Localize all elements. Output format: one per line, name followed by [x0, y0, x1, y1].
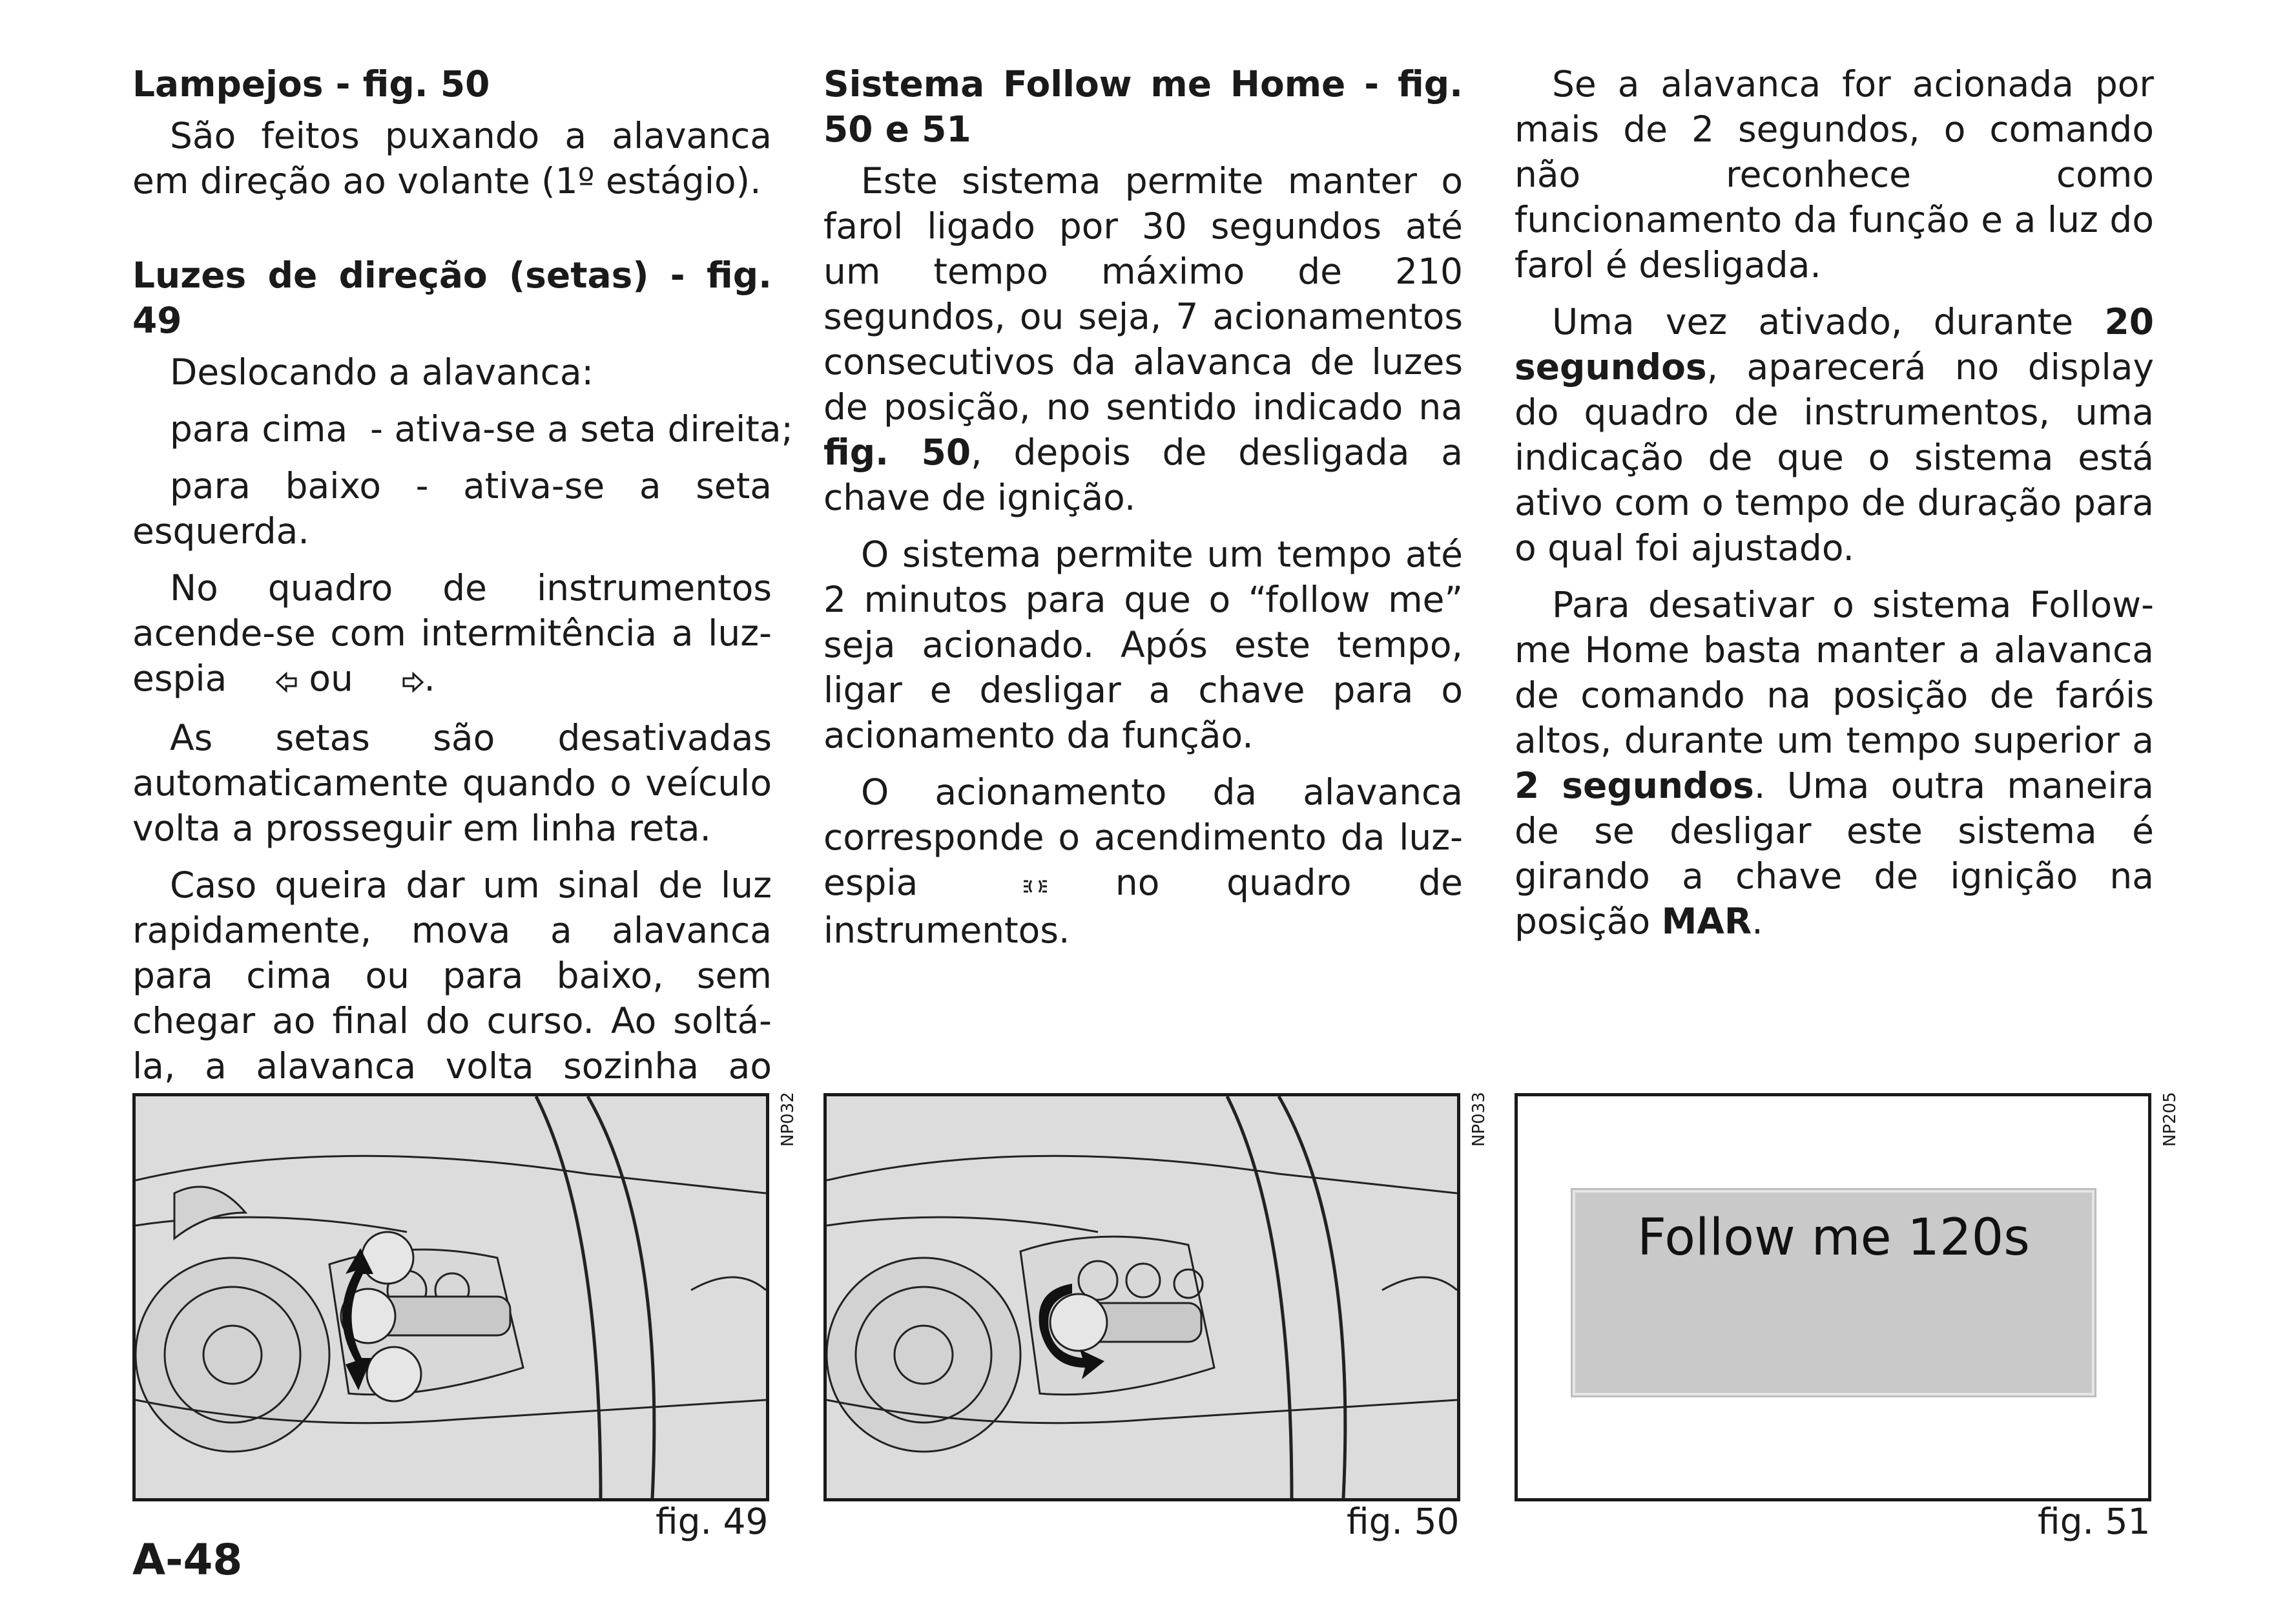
- steering-lever-illustration: [136, 1096, 766, 1498]
- este-text-bold: fig. 50: [823, 432, 971, 473]
- uma-text-a: Uma vez ativado, durante: [1552, 301, 2074, 342]
- turn-right-icon: [364, 658, 424, 704]
- figure-49-caption: fig. 49: [656, 1501, 769, 1542]
- para-text-c: . Uma outra maneira de se desligar este sistema é girando a chave de ignição na posição: [1515, 765, 2155, 942]
- steering-lever-rotation-illustration: [827, 1096, 1457, 1498]
- acion-text-a: O acionamento da alavanca corresponde o acendimento da luz-espia: [823, 771, 1463, 903]
- paragraph-lampejos: São feitos puxando a alavanca em direção ao volante (1º estágio).: [132, 115, 772, 202]
- page-number: A-48: [132, 1535, 243, 1585]
- figure-51-caption: fig. 51: [2038, 1501, 2151, 1542]
- para-text-a: Para desativar o sistema Follow-me Home basta manter a alavanca de comando na posição de faróis altos, durante um tempo superior a: [1515, 584, 2154, 761]
- paragraph-para-desativar: [1515, 582, 2154, 944]
- uma-text-bold: 20 segundos: [1515, 301, 2155, 388]
- display-text: Follow me 120s: [1637, 1209, 2030, 1267]
- paragraph-caso: Caso queira dar um sinal de luz rapidamente, mova a alavanca para cima ou para baixo, sem chegar ao final do curso. Ao soltá-la, a alavanca volta sozinha ao: [132, 864, 772, 1087]
- paragraph-quadro: [132, 565, 772, 704]
- para-text-bold-2: MAR: [1661, 901, 1752, 942]
- heading-follow-me-home: Sistema Follow me Home - fig. 50 e 51: [823, 63, 1463, 150]
- turn-left-icon: [238, 658, 298, 704]
- figure-50-caption: fig. 50: [1347, 1501, 1460, 1542]
- para-text-e: .: [1752, 901, 1763, 942]
- figure-50-illustration: [823, 1093, 1460, 1501]
- paragraph-deslocando: Deslocando a alavanca:: [170, 351, 594, 393]
- instrument-display: [1573, 1190, 2094, 1395]
- paragraph-setas: As setas são desativadas automaticamente quando o veículo volta a prosseguir em linha reta.: [132, 716, 772, 849]
- quadro-text: No quadro de instrumentos acende-se com intermitência a luz-espia: [132, 567, 772, 699]
- este-text-c: , depois de desligada a chave de ignição.: [823, 432, 1463, 518]
- paragraph-se-a-alavanca: Se a alavanca for acionada por mais de 2 segundos, o comando não reconhece como funcionamento da função e a luz do farol é desligada.: [1515, 63, 2154, 286]
- quadro-ou: ou: [309, 658, 353, 699]
- heading-lampejos: Lampejos - fig. 50: [132, 63, 490, 105]
- figure-49-code: NP032: [778, 1092, 798, 1147]
- acion-text-b: no quadro de instrumentos.: [823, 862, 1463, 951]
- para-text-bold-1: 2 segundos: [1515, 765, 1754, 806]
- paragraph-o-sistema: O sistema permite um tempo até 2 minutos para que o “follow me” seja acionado. Após este tempo, ligar e desligar a chave para o acionamento da função.: [823, 534, 1463, 756]
- este-text-a: Este sistema permite manter o farol ligado por 30 segundos até um tempo máximo de 210 segundos, ou seja, 7 acionamentos consecutivos da alavanca de luzes de posição, no sentido indicado na: [823, 160, 1463, 428]
- position-lights-icon: [985, 862, 1048, 908]
- uma-text-c: , aparecerá no display do quadro de instrumentos, uma indicação de que o sistema está ativo com o tempo de duração para o qual foi ajustado.: [1515, 346, 2154, 569]
- column-3: [1515, 61, 2154, 955]
- column-2: [823, 61, 1463, 965]
- heading-luzes-direcao: Luzes de direção (setas) - fig. 49: [132, 255, 772, 341]
- paragraph-para-baixo: para baixo - ativa-se a seta esquerda.: [132, 465, 772, 552]
- figure-50-code: NP033: [1469, 1092, 1489, 1147]
- paragraph-este-sistema: [823, 158, 1463, 520]
- paragraph-acionamento: [823, 769, 1463, 953]
- figure-51-code: NP205: [2160, 1092, 2180, 1147]
- figure-51-display: [1515, 1093, 2151, 1501]
- paragraph-uma-vez: [1515, 299, 2154, 570]
- paragraph-para-cima: para cima - ativa-se a seta direita;: [170, 408, 794, 450]
- quadro-end: .: [424, 658, 435, 699]
- figure-49-illustration: [132, 1093, 769, 1501]
